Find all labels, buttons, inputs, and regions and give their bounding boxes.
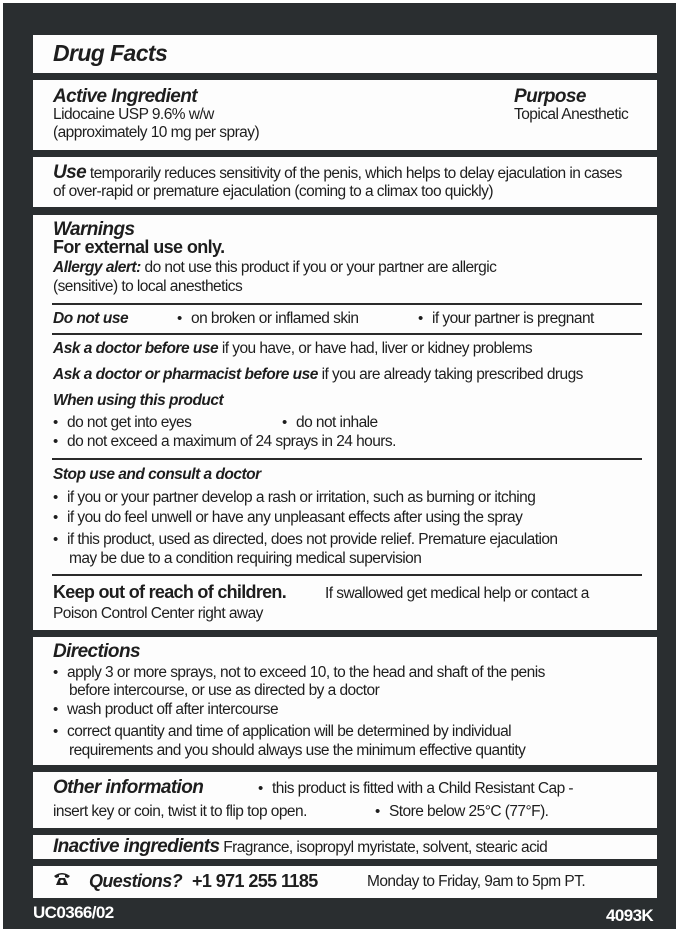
keep-out-text2: Poison Control Center right away bbox=[53, 605, 263, 622]
directions-heading: Directions bbox=[53, 641, 140, 662]
ask-pharmacist-line bbox=[53, 366, 583, 384]
stop-use-label: Stop use and consult a doctor bbox=[53, 466, 261, 483]
ask-doctor-line bbox=[53, 340, 532, 358]
do-not-use-item: • if your partner is pregnant bbox=[418, 310, 594, 328]
page-title: Drug Facts bbox=[53, 40, 168, 66]
external-use-only: For external use only. bbox=[53, 237, 225, 257]
use-line2: of over-rapid or premature ejaculation (coming to a climax too quickly) bbox=[53, 183, 493, 200]
use-box bbox=[33, 157, 657, 207]
allergy-alert-text: do not use this product if you or your partner are allergic bbox=[140, 259, 497, 276]
purpose-heading: Purpose bbox=[514, 86, 586, 107]
when-using-item: • do not inhale bbox=[282, 414, 378, 432]
divider bbox=[52, 574, 642, 576]
inactive-ingredients-line bbox=[53, 837, 547, 857]
product-code-left: UC0366/02 bbox=[33, 903, 114, 922]
product-code-right: 4093K bbox=[606, 906, 654, 925]
questions-phone-number[interactable]: +1 971 255 1185 bbox=[192, 871, 318, 891]
directions-box bbox=[33, 637, 657, 765]
divider bbox=[52, 333, 642, 335]
purpose-text: Topical Anesthetic bbox=[514, 106, 629, 123]
allergy-alert-line1 bbox=[53, 259, 496, 277]
questions-hours: Monday to Friday, 9am to 5pm PT. bbox=[367, 873, 586, 890]
when-using-item: • do not exceed a maximum of 24 sprays in 24 hours. bbox=[53, 433, 396, 451]
divider bbox=[52, 303, 642, 305]
questions-label: Questions? bbox=[89, 871, 183, 891]
inactive-ingredients-text: Fragrance, isopropyl myristate, solvent, stearic acid bbox=[219, 839, 548, 856]
allergy-alert-label: Allergy alert: bbox=[53, 259, 141, 276]
when-using-item: • do not get into eyes bbox=[53, 414, 191, 432]
ask-pharmacist-label: Ask a doctor or pharmacist before use bbox=[53, 366, 318, 383]
when-using-label: When using this product bbox=[53, 392, 224, 409]
do-not-use-item: • on broken or inflamed skin bbox=[177, 310, 359, 328]
keep-out-label: Keep out of reach of children. bbox=[53, 582, 287, 602]
stop-use-item: • if you or your partner develop a rash or irritation, such as burning or itching bbox=[53, 489, 535, 507]
other-info-heading: Other information bbox=[53, 777, 204, 798]
active-ingredient-heading: Active Ingredient bbox=[53, 86, 197, 107]
directions-item-continued: requirements and you should always use the minimum effective quantity bbox=[69, 742, 526, 759]
use-line1 bbox=[53, 163, 622, 183]
directions-item: • apply 3 or more sprays, not to exceed 10, to the head and shaft of the penis bbox=[53, 664, 545, 682]
other-info-item: • Store below 25°C (77°F). bbox=[375, 803, 548, 821]
active-ingredient-line1: Lidocaine USP 9.6% w/w bbox=[53, 106, 214, 123]
directions-item-continued: before intercourse, or use as directed by a doctor bbox=[69, 682, 380, 699]
ask-pharmacist-text: if you are already taking prescribed drugs bbox=[317, 366, 583, 383]
other-info-item-continued: insert key or coin, twist it to flip top open. bbox=[53, 803, 307, 820]
ask-doctor-text: if you have, or have had, liver or kidney problems bbox=[218, 340, 533, 357]
keep-out-text1: If swallowed get medical help or contact a bbox=[325, 585, 589, 602]
active-ingredient-line2: (approximately 10 mg per spray) bbox=[53, 124, 260, 141]
warnings-box bbox=[33, 215, 657, 630]
title-box bbox=[33, 35, 657, 73]
phone-icon bbox=[53, 871, 71, 892]
stop-use-item: • if you do feel unwell or have any unpleasant effects after using the spray bbox=[53, 509, 522, 527]
directions-item: • correct quantity and time of application will be determined by individual bbox=[53, 723, 511, 741]
use-heading: Use bbox=[53, 162, 87, 183]
warnings-heading: Warnings bbox=[53, 219, 135, 240]
inactive-ingredients-heading: Inactive ingredients bbox=[53, 836, 220, 857]
stop-use-item: • if this product, used as directed, does not provide relief. Premature ejaculation bbox=[53, 531, 558, 549]
directions-item: • wash product off after intercourse bbox=[53, 701, 278, 719]
use-text: temporarily reduces sensitivity of the penis, which helps to delay ejaculation in cases bbox=[86, 165, 622, 182]
inactive-ingredients-box bbox=[33, 835, 657, 859]
active-ingredient-box bbox=[33, 80, 657, 150]
do-not-use-label: Do not use bbox=[53, 310, 129, 327]
other-info-box bbox=[33, 772, 657, 828]
ask-doctor-label: Ask a doctor before use bbox=[53, 340, 219, 357]
allergy-alert-line2: (sensitive) to local anesthetics bbox=[53, 278, 243, 295]
questions-box bbox=[33, 866, 657, 898]
other-info-item: • this product is fitted with a Child Resistant Cap - bbox=[258, 780, 573, 798]
divider bbox=[52, 458, 642, 460]
stop-use-item-continued: may be due to a condition requiring medical supervision bbox=[69, 550, 422, 567]
